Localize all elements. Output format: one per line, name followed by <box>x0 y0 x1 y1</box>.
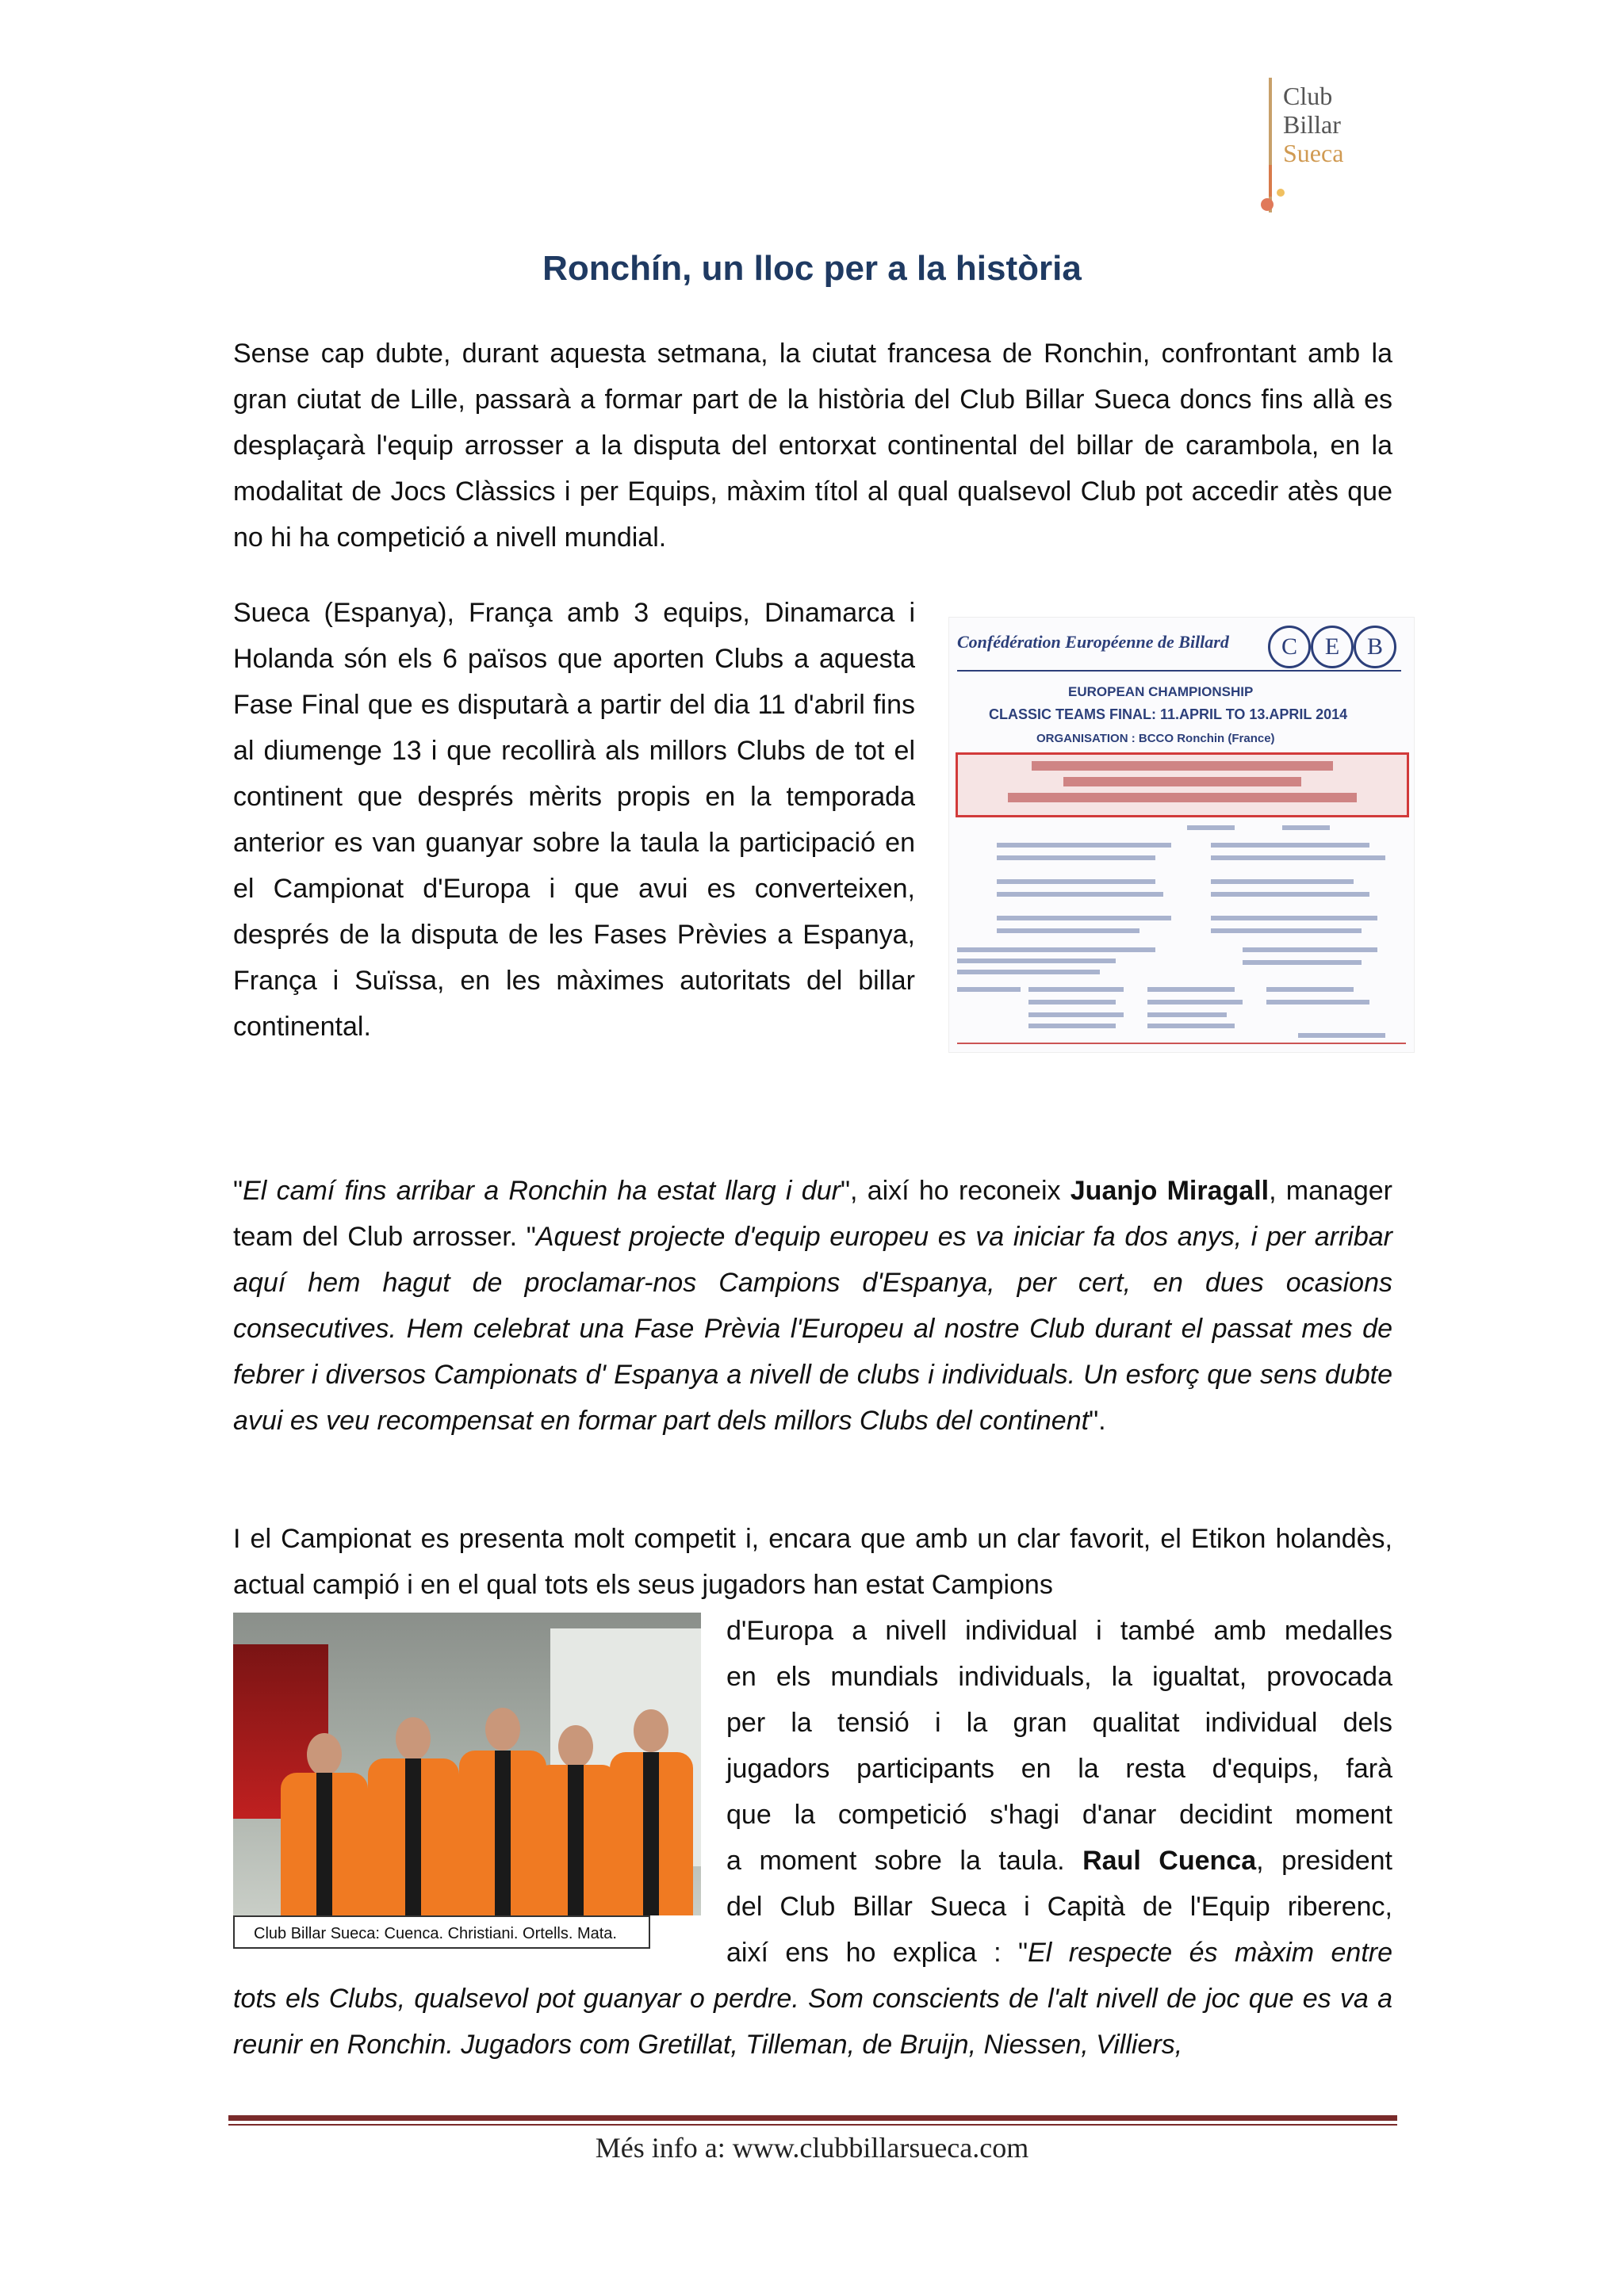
footer-divider <box>228 2115 1397 2121</box>
article-title: Ronchín, un lloc per a la història <box>542 249 1082 288</box>
logo-line-club: Club <box>1283 82 1333 110</box>
paragraph-championship-intro: I el Campionat es presenta molt competit i, encara que amb un clar favorit, el Etikon holandès, actual campió i en el qual tots els seus jugadors han estat Campions <box>233 1524 1392 1600</box>
quote-cuenca: tots els Clubs, qualsevol pot guanyar o perdre. Som conscients de l'alt nivell de joc que es va a reunir en Ronchin. Jugadors com Gretillat, Tilleman, de Bruijn, Niessen, Villiers, <box>233 1984 1392 2060</box>
club-logo <box>1259 78 1378 212</box>
ceb-championship-image <box>948 617 1415 1053</box>
ceb-letter-b: B <box>1354 626 1396 668</box>
ceb-final-dates: CLASSIC TEAMS FINAL: 11.APRIL TO 13.APRIL 2014 <box>989 706 1348 722</box>
footer-info: Més info a: www.clubbillarsueca.com <box>595 2132 1029 2164</box>
name-juanjo-miragall: Juanjo Miragall <box>1070 1176 1270 1206</box>
quote-2: Aquest projecte d'equip europeu es va iniciar fa dos anys, i per arribar aquí hem hagut de proclamar-nos Campions d'Espanya, per cert, en dues ocasions consecutives. Hem celebrat una Fase Prèvia l'Europeu al nostre Club durant el passat mes de febrer i diversos Campionats d' Espanya a nivell de clubs i individuals. Un esforç que sens dubte avui es veu recompensat en formar part dels millors Clubs del continent <box>233 1222 1392 1436</box>
logo-line-sueca: Sueca <box>1283 139 1344 167</box>
ceb-venue-box <box>956 752 1409 817</box>
ceb-letter-e: E <box>1311 626 1354 668</box>
paragraph-countries: Sueca (Espanya), França amb 3 equips, Dinamarca i Holanda són els 6 països que aporten Clubs a aquesta Fase Final que es disputarà a partir del dia 11 d'abril fins al diumenge 13 i que recollirà als millors Clubs de tot el continent que després mèrits propis en la temporada anterior es van guanyar sobre la taula la participació en el Campionat d'Europa i que avui es converteixen, després de la disputa de les Fases Prèvies a Espanya, França i Suïssa, en les màximes autoritats del billar continental. <box>233 598 915 1042</box>
logo-line-billar: Billar <box>1283 110 1341 139</box>
ceb-organisation: ORGANISATION : BCCO Ronchin (France) <box>1036 732 1275 745</box>
quote-1: El camí fins arribar a Ronchin ha estat llarg i dur <box>243 1176 841 1206</box>
name-raul-cuenca: Raul Cuenca <box>1082 1846 1257 1876</box>
ceb-letter-c: C <box>1268 626 1311 668</box>
team-photo <box>233 1613 701 1915</box>
paragraph-intro: Sense cap dubte, durant aquesta setmana, la ciutat francesa de Ronchin, confrontant amb la gran ciutat de Lille, passarà a formar part de la història del Club Billar Sueca doncs fins allà es desplaçarà l'equip arrosser a la disputa del entorxat continental del billar de carambola, en la modalitat de Jocs Clàssics i per Equips, màxim títol al qual qualsevol Club pot accedir atès que no hi ha competició a nivell mundial. <box>233 339 1392 553</box>
ceb-confederation-text: Confédération Européenne de Billard <box>957 632 1229 652</box>
photo-caption: Club Billar Sueca: Cuenca. Christiani. Ortells. Mata. <box>233 1915 650 1949</box>
ceb-championship-label: EUROPEAN CHAMPIONSHIP <box>1068 684 1254 699</box>
paragraph-miragall-quote: "El camí fins arribar a Ronchin ha estat llarg i dur", així ho reconeix Juanjo Miragall, manager team del Club arrosser. "Aquest projecte d'equip europeu es va iniciar fa dos anys, i per arribar aquí hem hagut de proclamar-nos Campions d'Espanya, per cert, en dues ocasions consecutives. Hem celebrat una Fase Prèvia l'Europeu al nostre Club durant el passat mes de febrer i diversos Campionats d' Espanya a nivell de clubs i individuals. Un esforç que sens dubte avui es veu recompensat en formar part dels millors Clubs del continent". <box>233 1176 1392 1436</box>
